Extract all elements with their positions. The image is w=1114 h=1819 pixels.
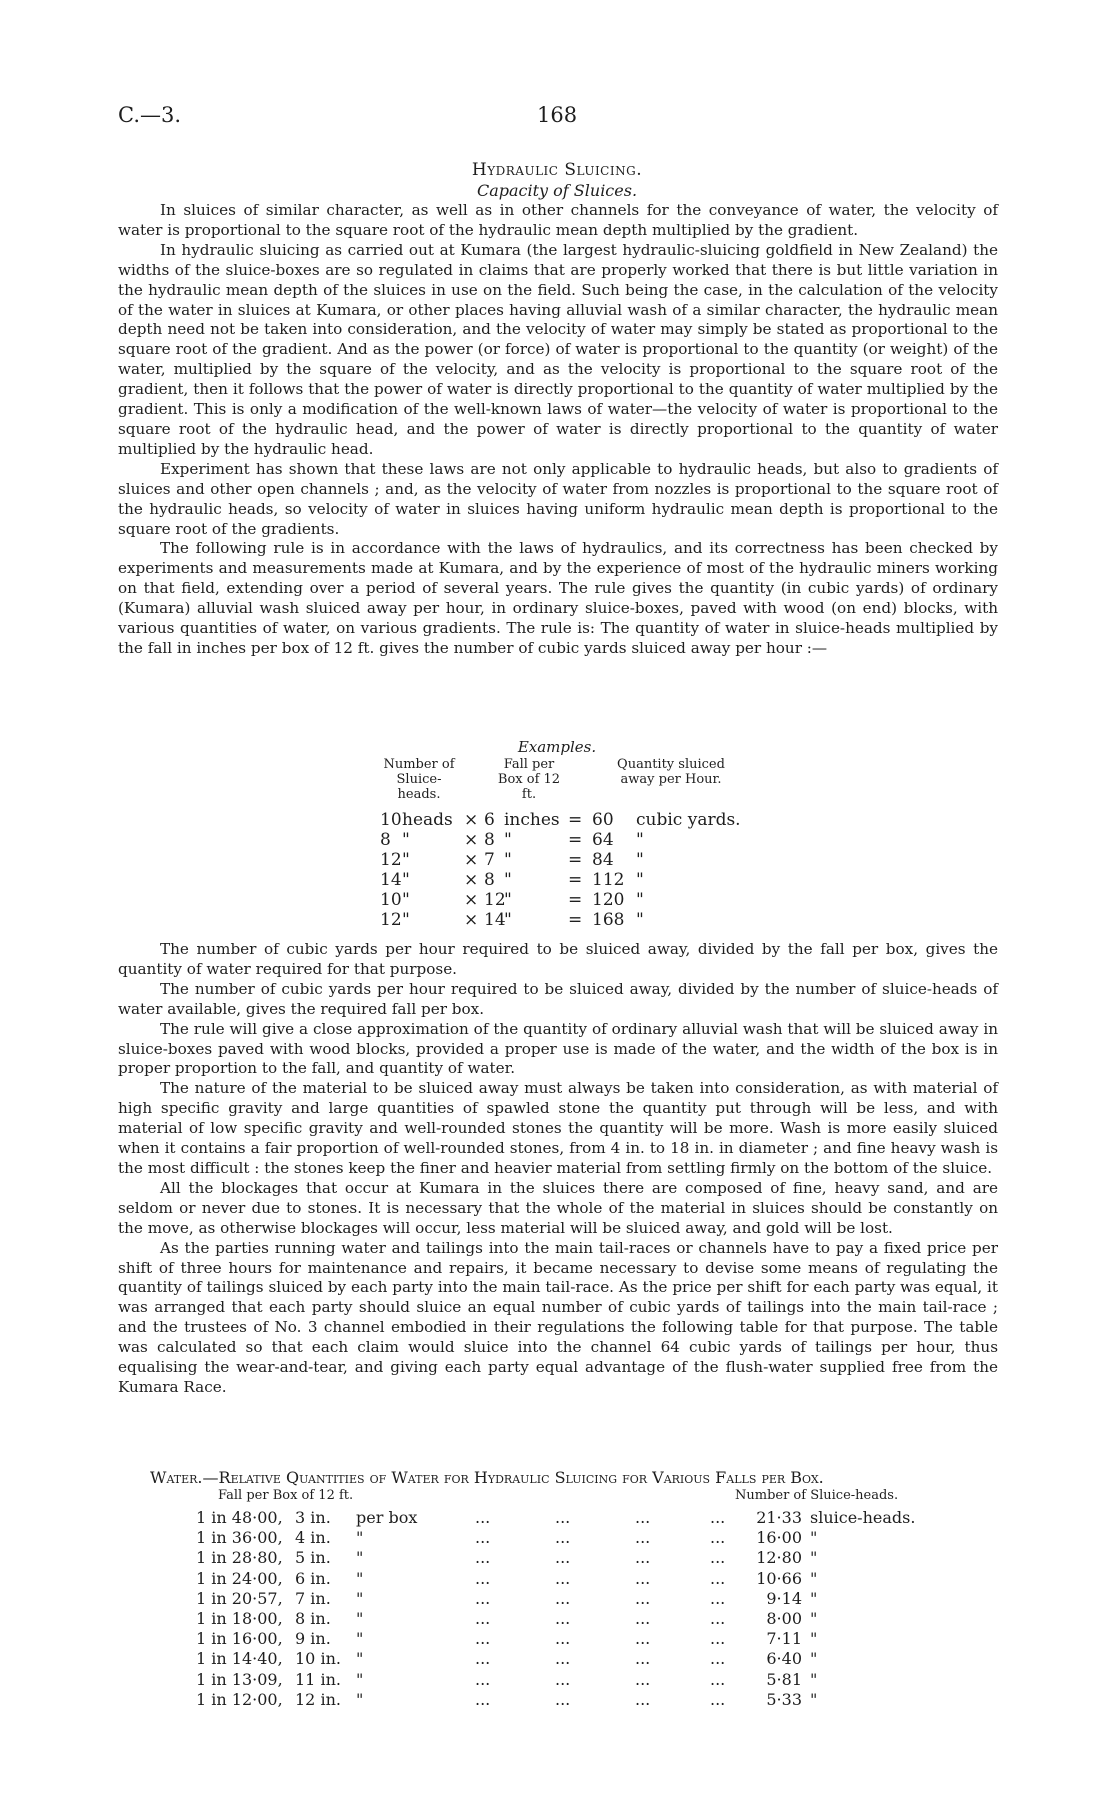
water-table-cell-inches: 10 in. — [295, 1649, 341, 1669]
water-table-row — [0, 1609, 1114, 1629]
water-table-cell-ratio: 1 in 36·00, — [196, 1528, 283, 1548]
water-table-cell-unit: " — [810, 1649, 818, 1669]
leader-dots: ... — [555, 1649, 571, 1669]
leader-dots: ... — [555, 1548, 571, 1568]
water-table-cell-unit: " — [810, 1568, 818, 1588]
examples-cell-fall: 6 — [484, 810, 495, 830]
examples-cell-eq: = — [568, 810, 583, 830]
examples-col-heads: Number of Sluice-heads. — [383, 757, 455, 802]
examples-cell-times: × — [464, 870, 479, 890]
document-reference: C.—3. — [118, 103, 182, 127]
examples-cell-qty-unit: " — [636, 910, 644, 930]
examples-cell-heads: 10 — [380, 810, 402, 830]
examples-cell-qty: 168 — [592, 910, 625, 930]
water-table-row — [0, 1670, 1114, 1690]
leader-dots: ... — [710, 1508, 726, 1527]
water-table-cell-value: 9·14 — [766, 1588, 802, 1608]
examples-cell-eq: = — [568, 870, 583, 890]
leader-dots: ... — [555, 1689, 571, 1709]
examples-cell-eq: = — [568, 850, 583, 870]
leader-dots: ... — [635, 1689, 651, 1709]
water-table-cell-ratio: 1 in 12·00, — [196, 1689, 283, 1709]
water-table-cell-ratio: 1 in 48·00, — [196, 1508, 283, 1527]
water-table-cell-ratio: 1 in 13·09, — [196, 1669, 283, 1689]
examples-cell-qty-unit: " — [636, 890, 644, 910]
leader-dots: ... — [475, 1629, 491, 1649]
leader-dots: ... — [635, 1609, 651, 1628]
water-table-cell-value: 10·66 — [756, 1568, 802, 1588]
leader-dots: ... — [635, 1629, 651, 1649]
examples-col-fall: Fall per Box of 12 ft. — [497, 757, 561, 802]
water-table-cell-ratio: 1 in 24·00, — [196, 1568, 283, 1588]
paragraph: As the parties running water and tailings into the main tail-races or channels have to pay a fixed price per shift of three hours for maintenance and repairs, it became necessary to devise some means of regulating the quantity of tailings sluiced by each party into the main tail-race. As the price per shift for each party was equal, it was arranged that each party should sluice an equal number of cubic yards of tailings into the main tail-race ; and the trustees of No. 3 channel embodied in their regulations the following table for that purpose. The table was calculated so that each claim would sluice into the channel 64 cubic yards of tailings per hour, thus equalising the wear-and-tear, and giving each party equal advantage of the flush-water supplied free from the Kumara Race. — [118, 1238, 998, 1396]
water-table-cell-inches: 9 in. — [295, 1629, 331, 1649]
leader-dots: ... — [475, 1508, 491, 1527]
water-table-row — [0, 1569, 1114, 1589]
examples-title: Examples. — [517, 738, 597, 756]
examples-cell-qty-unit: " — [636, 870, 644, 890]
water-table-cell-inches: 6 in. — [295, 1568, 331, 1588]
examples-col-quantity: Quantity sluiced away per Hour. — [617, 757, 725, 787]
examples-cell-heads-unit: " — [402, 830, 410, 850]
examples-cell-fall-unit: " — [504, 910, 512, 930]
paragraph: The number of cubic yards per hour required to be sluiced away, divided by the fall per box, gives the quantity of water required for that purpose. — [118, 940, 998, 978]
examples-cell-fall-unit: inches — [504, 810, 560, 830]
water-table-cell-unit: " — [810, 1689, 818, 1709]
water-table-cell-inches: 5 in. — [295, 1548, 331, 1568]
leader-dots: ... — [555, 1508, 571, 1527]
examples-cell-times: × — [464, 910, 479, 930]
paragraph: The rule will give a close approximation of the quantity of ordinary alluvial wash that will be sluiced away in sluice-boxes paved with wood blocks, provided a proper use is made of the water, and the width of the box is in proper proportion to the fall, and quantity of water. — [118, 1019, 998, 1078]
leader-dots: ... — [635, 1669, 651, 1689]
water-table-cell-per: " — [356, 1649, 364, 1669]
water-table-row — [0, 1589, 1114, 1609]
water-table-cell-ratio: 1 in 16·00, — [196, 1629, 283, 1649]
examples-cell-heads-unit: " — [402, 870, 410, 890]
water-table-title: Water.—Relative Quantities of Water for Hydraulic Sluicing for Various Falls per Box. — [150, 1468, 824, 1487]
water-table-cell-unit: " — [810, 1548, 818, 1568]
water-table-cell-unit: " — [810, 1669, 818, 1689]
examples-cell-fall: 14 — [484, 910, 506, 930]
water-table-cell-unit: " — [810, 1609, 818, 1628]
paragraph: The following rule is in accordance with the laws of hydraulics, and its correctness has been checked by experiments and measurements made at Kumara, and by the experience of most of the hydraulic miners working on that field, extending over a period of several years. The rule gives the quantity (in cubic yards) of ordinary (Kumara) alluvial wash sluiced away per hour, in ordinary sluice-boxes, paved with wood (on end) blocks, with various quantities of water, on various gradients. The rule is: The quantity of water in sluice-heads multiplied by the fall in inches per box of 12 ft. gives the number of cubic yards sluiced away per hour :— — [118, 539, 998, 657]
examples-cell-heads-unit: " — [402, 850, 410, 870]
water-table-cell-per: " — [356, 1689, 364, 1709]
water-table-cell-inches: 3 in. — [295, 1508, 331, 1527]
water-table-col-fall: Fall per Box of 12 ft. — [218, 1488, 354, 1503]
water-table-cell-per: " — [356, 1669, 364, 1689]
water-table-cell-value: 6·40 — [766, 1649, 802, 1669]
examples-cell-fall-unit: " — [504, 890, 512, 910]
leader-dots: ... — [475, 1609, 491, 1628]
water-table-cell-ratio: 1 in 28·80, — [196, 1548, 283, 1568]
examples-cell-heads-unit: " — [402, 890, 410, 910]
examples-cell-qty: 64 — [592, 830, 614, 850]
leader-dots: ... — [710, 1588, 726, 1608]
examples-cell-fall-unit: " — [504, 850, 512, 870]
water-table-cell-per: " — [356, 1588, 364, 1608]
water-table-row — [0, 1508, 1114, 1528]
leader-dots: ... — [635, 1528, 651, 1548]
water-table-row — [0, 1548, 1114, 1568]
paragraph: All the blockages that occur at Kumara in the sluices there are composed of fine, heavy sand, and are seldom or never due to stones. It is necessary that the whole of the material in sluices should be constantly on the move, as otherwise blockages will occur, less material will be sluiced away, and gold will be lost. — [118, 1178, 998, 1237]
water-table-cell-ratio: 1 in 14·40, — [196, 1649, 283, 1669]
examples-cell-heads-unit: " — [402, 910, 410, 930]
paragraph: The number of cubic yards per hour required to be sluiced away, divided by the number of sluice-heads of water available, gives the required fall per box. — [118, 979, 998, 1018]
leader-dots: ... — [710, 1568, 726, 1588]
water-table-cell-inches: 4 in. — [295, 1528, 331, 1548]
water-table-cell-inches: 12 in. — [295, 1689, 341, 1709]
water-table-cell-value: 21·33 — [756, 1508, 802, 1527]
leader-dots: ... — [475, 1669, 491, 1689]
water-table-cell-unit: " — [810, 1588, 818, 1608]
water-table-cell-ratio: 1 in 20·57, — [196, 1588, 283, 1608]
examples-cell-qty: 84 — [592, 850, 614, 870]
water-table-cell-value: 8·00 — [766, 1609, 802, 1628]
leader-dots: ... — [710, 1528, 726, 1548]
water-table-cell-value: 16·00 — [756, 1528, 802, 1548]
water-table-cell-per: " — [356, 1528, 364, 1548]
water-table-cell-unit: " — [810, 1528, 818, 1548]
water-table-row — [0, 1528, 1114, 1548]
water-table-cell-value: 12·80 — [756, 1548, 802, 1568]
leader-dots: ... — [635, 1649, 651, 1669]
leader-dots: ... — [635, 1508, 651, 1527]
leader-dots: ... — [635, 1548, 651, 1568]
examples-cell-qty-unit: " — [636, 850, 644, 870]
leader-dots: ... — [475, 1568, 491, 1588]
water-table-row — [0, 1690, 1114, 1710]
page-number: 168 — [537, 103, 578, 127]
examples-cell-fall: 12 — [484, 890, 506, 910]
water-table-cell-value: 7·11 — [766, 1629, 802, 1649]
leader-dots: ... — [710, 1609, 726, 1628]
leader-dots: ... — [710, 1669, 726, 1689]
leader-dots: ... — [710, 1689, 726, 1709]
examples-cell-fall: 8 — [484, 830, 495, 850]
leader-dots: ... — [555, 1568, 571, 1588]
examples-cell-heads: 12 — [380, 910, 402, 930]
leader-dots: ... — [475, 1649, 491, 1669]
water-table-cell-value: 5·33 — [766, 1689, 802, 1709]
body-text — [118, 201, 998, 659]
section-title: Hydraulic Sluicing. — [471, 160, 643, 180]
examples-cell-times: × — [464, 850, 479, 870]
leader-dots: ... — [555, 1629, 571, 1649]
water-table-cell-inches: 7 in. — [295, 1588, 331, 1608]
leader-dots: ... — [555, 1669, 571, 1689]
examples-cell-fall-unit: " — [504, 830, 512, 850]
leader-dots: ... — [475, 1548, 491, 1568]
water-table-cell-unit: " — [810, 1629, 818, 1649]
water-table-cell-per: " — [356, 1548, 364, 1568]
examples-cell-heads: 14 — [380, 870, 402, 890]
examples-cell-eq: = — [568, 830, 583, 850]
leader-dots: ... — [475, 1689, 491, 1709]
paragraph: The nature of the material to be sluiced away must always be taken into consideration, as with material of high specific gravity and large quantities of spawled stone the quantity put through will be less, and with material of low specific gravity and well-rounded stones the quantity will be more. Wash is more easily sluiced when it contains a fair proportion of well-rounded stones, from 4 in. to 18 in. in diameter ; and fine heavy wash is the most difficult : the stones keep the finer and heavier material from settling firmly on the bottom of the sluice. — [118, 1079, 998, 1177]
examples-cell-fall: 7 — [484, 850, 495, 870]
examples-cell-eq: = — [568, 910, 583, 930]
leader-dots: ... — [555, 1609, 571, 1628]
examples-cell-heads-unit: heads — [402, 810, 453, 830]
water-table-row — [0, 1629, 1114, 1649]
water-table-cell-ratio: 1 in 18·00, — [196, 1609, 283, 1628]
water-table-cell-per: " — [356, 1568, 364, 1588]
examples-cell-qty: 60 — [592, 810, 614, 830]
examples-cell-times: × — [464, 830, 479, 850]
leader-dots: ... — [475, 1528, 491, 1548]
paragraph: In sluices of similar character, as well as in other channels for the conveyance of water, the velocity of water is proportional to the square root of the hydraulic mean depth multiplied by the gradient. — [118, 201, 998, 239]
examples-cell-fall: 8 — [484, 870, 495, 890]
leader-dots: ... — [710, 1548, 726, 1568]
section-subtitle: Capacity of Sluices. — [476, 181, 638, 200]
water-table-col-heads: Number of Sluice-heads. — [735, 1488, 899, 1503]
water-table-cell-inches: 8 in. — [295, 1609, 331, 1628]
examples-cell-eq: = — [568, 890, 583, 910]
leader-dots: ... — [555, 1528, 571, 1548]
examples-cell-qty: 112 — [592, 870, 625, 890]
examples-cell-heads: 8 — [380, 830, 391, 850]
examples-cell-heads: 10 — [380, 890, 402, 910]
examples-cell-fall-unit: " — [504, 870, 512, 890]
examples-cell-qty: 120 — [592, 890, 625, 910]
water-table-cell-inches: 11 in. — [295, 1669, 341, 1689]
water-table-cell-value: 5·81 — [766, 1669, 802, 1689]
examples-cell-times: × — [464, 810, 479, 830]
paragraph: Experiment has shown that these laws are not only applicable to hydraulic heads, but also to gradients of sluices and other open channels ; and, as the velocity of water from nozzles is proportional to the square root of the hydraulic heads, so velocity of water in sluices having uniform hydraulic mean depth is proportional to the square root of the gradients. — [118, 459, 998, 538]
examples-cell-qty-unit: " — [636, 830, 644, 850]
leader-dots: ... — [475, 1588, 491, 1608]
examples-cell-heads: 12 — [380, 850, 402, 870]
body-text-continued — [118, 940, 998, 1398]
leader-dots: ... — [710, 1629, 726, 1649]
water-table-cell-unit: sluice-heads. — [810, 1508, 916, 1527]
water-table-cell-per: " — [356, 1629, 364, 1649]
examples-cell-times: × — [464, 890, 479, 910]
leader-dots: ... — [710, 1649, 726, 1669]
water-table-cell-per: " — [356, 1609, 364, 1628]
water-table-row — [0, 1649, 1114, 1669]
leader-dots: ... — [555, 1588, 571, 1608]
water-table-cell-per: per box — [356, 1508, 418, 1527]
leader-dots: ... — [635, 1588, 651, 1608]
examples-cell-qty-unit: cubic yards. — [636, 810, 741, 830]
paragraph: In hydraulic sluicing as carried out at Kumara (the largest hydraulic-sluicing goldfield in New Zealand) the widths of the sluice-boxes are so regulated in claims that are properly worked that there is but little variation in the hydraulic mean depth of the sluices in use on the field. Such being the case, in the calculation of the velocity of the water in sluices at Kumara, or other places having alluvial wash of a similar character, the hydraulic mean depth need not be taken into consideration, and the velocity of water may simply be stated as proportional to the square root of the gradient. And as the power (or force) of water is proportional to the quantity (or weight) of the water, multiplied by the square of the velocity, and as the velocity is proportional to the square root of the gradient, then it follows that the power of water is directly proportional to the quantity of water multiplied by the gradient. This is only a modification of the well-known laws of water—the velocity of water is proportional to the square root of the hydraulic head, and the power of water is directly proportional to the quantity of water multiplied by the hydraulic head. — [118, 240, 998, 458]
leader-dots: ... — [635, 1568, 651, 1588]
